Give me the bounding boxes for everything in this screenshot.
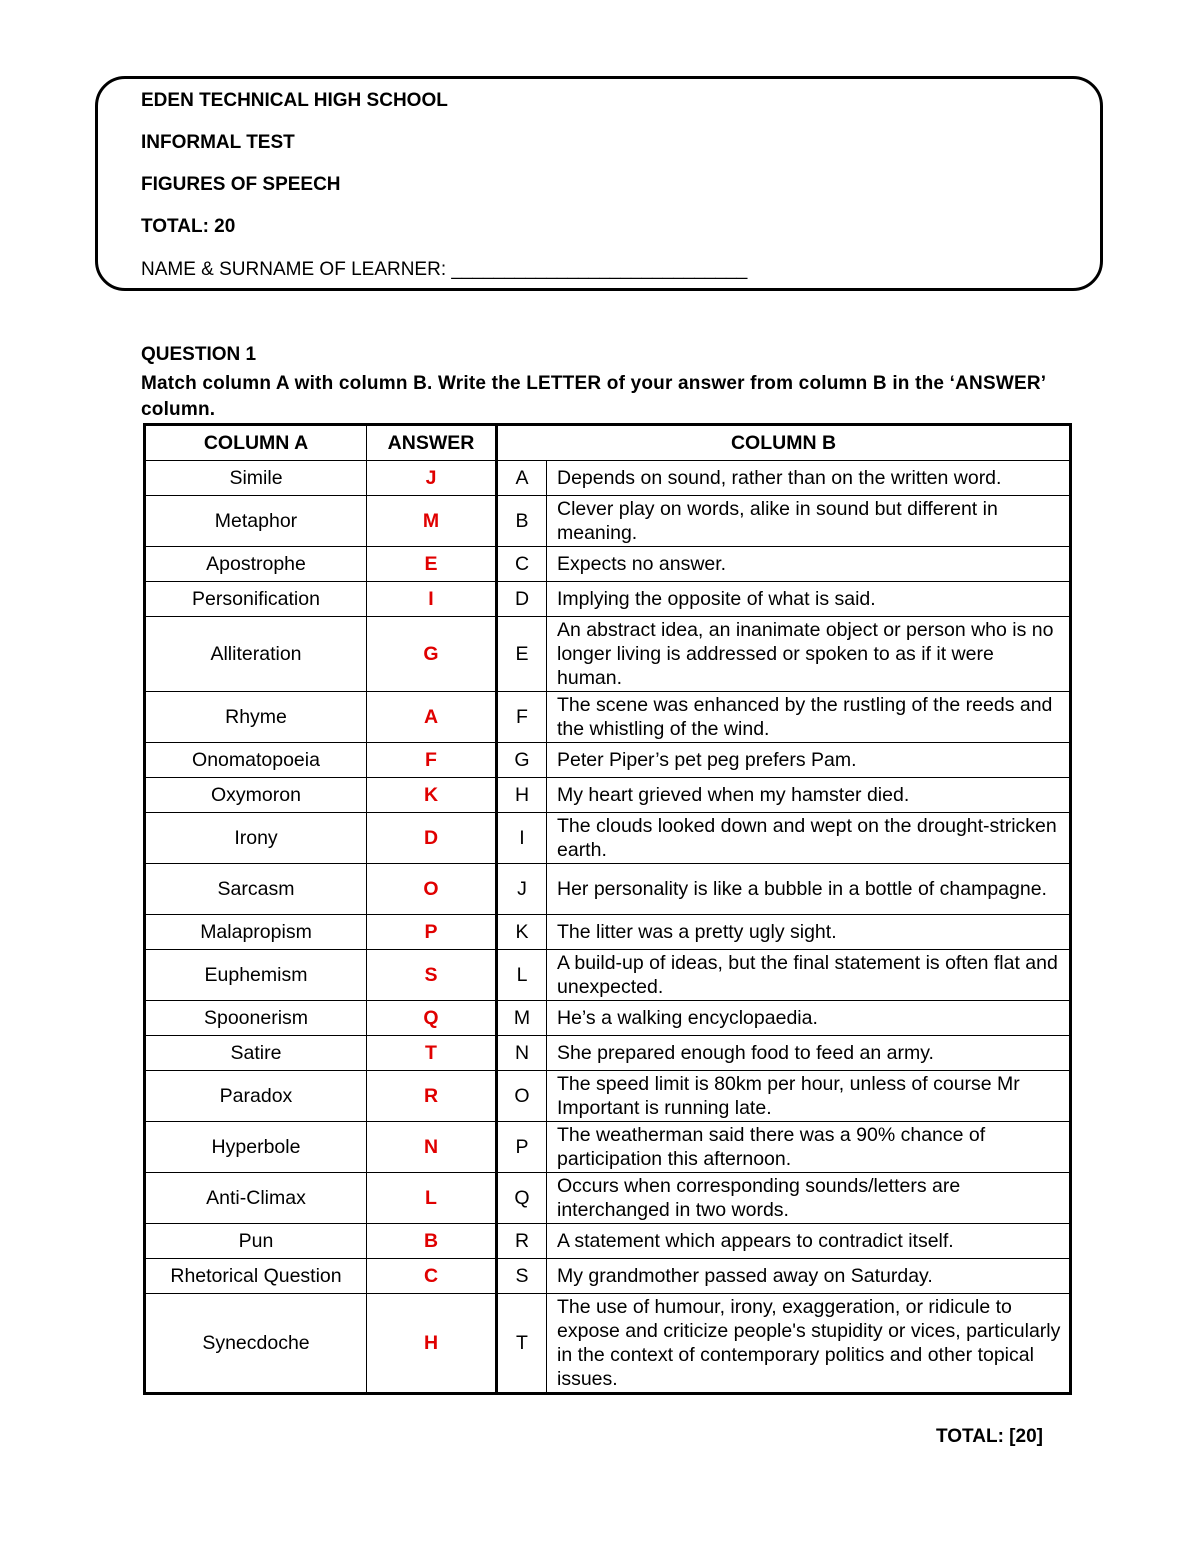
column-b-description: Peter Piper’s pet peg prefers Pam. <box>547 743 1071 778</box>
column-b-letter: F <box>497 692 547 743</box>
table-row <box>145 496 1071 547</box>
answer-cell[interactable]: Q <box>367 1001 497 1036</box>
footer-total: TOTAL: [20] <box>936 1426 1043 1447</box>
column-b-description: A build-up of ideas, but the final statement is often flat and unexpected. <box>547 950 1071 1001</box>
answer-cell[interactable]: L <box>367 1173 497 1224</box>
answer-cell[interactable]: O <box>367 864 497 915</box>
answer-cell[interactable]: N <box>367 1122 497 1173</box>
answer-cell[interactable]: K <box>367 778 497 813</box>
column-b-description: Her personality is like a bubble in a bottle of champagne. <box>547 864 1071 915</box>
column-b-description: The clouds looked down and wept on the drought-stricken earth. <box>547 813 1071 864</box>
column-b-description: My grandmother passed away on Saturday. <box>547 1259 1071 1294</box>
column-a-cell: Oxymoron <box>145 778 367 813</box>
column-b-letter: H <box>497 778 547 813</box>
answer-cell[interactable]: J <box>367 461 497 496</box>
column-b-description: Expects no answer. <box>547 547 1071 582</box>
column-b-letter: D <box>497 582 547 617</box>
column-a-cell: Rhyme <box>145 692 367 743</box>
column-b-description: Implying the opposite of what is said. <box>547 582 1071 617</box>
column-a-cell: Irony <box>145 813 367 864</box>
column-b-description: The scene was enhanced by the rustling of the reeds and the whistling of the wind. <box>547 692 1071 743</box>
table-row <box>145 813 1071 864</box>
test-type: INFORMAL TEST <box>141 132 295 153</box>
column-b-description: A statement which appears to contradict itself. <box>547 1224 1071 1259</box>
answer-cell[interactable]: P <box>367 915 497 950</box>
column-a-cell: Apostrophe <box>145 547 367 582</box>
matching-table <box>143 423 1072 1395</box>
column-b-description: The use of humour, irony, exaggeration, or ridicule to expose and criticize people's stupidity or vices, particularly in the context of contemporary politics and other topical issues. <box>547 1294 1071 1394</box>
column-a-cell: Sarcasm <box>145 864 367 915</box>
column-b-letter: E <box>497 617 547 692</box>
test-total: TOTAL: 20 <box>141 216 236 237</box>
column-b-letter: P <box>497 1122 547 1173</box>
column-a-cell: Metaphor <box>145 496 367 547</box>
answer-cell[interactable]: I <box>367 582 497 617</box>
column-b-letter: S <box>497 1259 547 1294</box>
column-a-cell: Alliteration <box>145 617 367 692</box>
table-row <box>145 1122 1071 1173</box>
answer-cell[interactable]: D <box>367 813 497 864</box>
answer-cell[interactable]: T <box>367 1036 497 1071</box>
column-b-letter: N <box>497 1036 547 1071</box>
column-b-letter: B <box>497 496 547 547</box>
table-row <box>145 1071 1071 1122</box>
table-row <box>145 1036 1071 1071</box>
table-row <box>145 743 1071 778</box>
table-row <box>145 547 1071 582</box>
question-instruction: Match column A with column B. Write the LETTER of your answer from column B in the ‘ANSWER’ column. <box>141 373 1046 420</box>
column-a-cell: Synecdoche <box>145 1294 367 1394</box>
column-b-description: The weatherman said there was a 90% chance of participation this afternoon. <box>547 1122 1071 1173</box>
column-a-header: COLUMN A <box>145 425 367 461</box>
column-b-letter: M <box>497 1001 547 1036</box>
column-b-letter: T <box>497 1294 547 1394</box>
answer-cell[interactable]: G <box>367 617 497 692</box>
answer-cell[interactable]: M <box>367 496 497 547</box>
answer-cell[interactable]: C <box>367 1259 497 1294</box>
table-row <box>145 1173 1071 1224</box>
table-row <box>145 692 1071 743</box>
question-title: QUESTION 1 <box>141 344 257 365</box>
column-b-letter: I <box>497 813 547 864</box>
column-b-description: He’s a walking encyclopaedia. <box>547 1001 1071 1036</box>
column-a-cell: Personification <box>145 582 367 617</box>
table-header-row <box>145 425 1071 461</box>
answer-cell[interactable]: A <box>367 692 497 743</box>
column-a-cell: Spoonerism <box>145 1001 367 1036</box>
column-b-description: She prepared enough food to feed an army. <box>547 1036 1071 1071</box>
table-row <box>145 1224 1071 1259</box>
column-a-cell: Rhetorical Question <box>145 1259 367 1294</box>
table-row <box>145 461 1071 496</box>
column-b-description: Occurs when corresponding sounds/letters are interchanged in two words. <box>547 1173 1071 1224</box>
column-b-description: Clever play on words, alike in sound but different in meaning. <box>547 496 1071 547</box>
table-row <box>145 1294 1071 1394</box>
column-b-description: An abstract idea, an inanimate object or person who is no longer living is addressed or spoken to as if it were human. <box>547 617 1071 692</box>
school-name: EDEN TECHNICAL HIGH SCHOOL <box>141 90 448 111</box>
column-b-letter: J <box>497 864 547 915</box>
column-a-cell: Paradox <box>145 1071 367 1122</box>
answer-cell[interactable]: H <box>367 1294 497 1394</box>
answer-cell[interactable]: S <box>367 950 497 1001</box>
column-b-header: COLUMN B <box>497 425 1071 461</box>
column-b-letter: K <box>497 915 547 950</box>
answer-cell[interactable]: E <box>367 547 497 582</box>
table-row <box>145 778 1071 813</box>
table-row <box>145 617 1071 692</box>
column-b-description: The litter was a pretty ugly sight. <box>547 915 1071 950</box>
column-a-cell: Malapropism <box>145 915 367 950</box>
column-b-description: Depends on sound, rather than on the written word. <box>547 461 1071 496</box>
table-row <box>145 1001 1071 1036</box>
column-b-letter: O <box>497 1071 547 1122</box>
answer-cell[interactable]: B <box>367 1224 497 1259</box>
column-b-description: The speed limit is 80km per hour, unless of course Mr Important is running late. <box>547 1071 1071 1122</box>
table-row <box>145 582 1071 617</box>
table-row <box>145 864 1071 915</box>
column-a-cell: Onomatopoeia <box>145 743 367 778</box>
test-topic: FIGURES OF SPEECH <box>141 174 341 195</box>
column-b-letter: A <box>497 461 547 496</box>
table-row <box>145 915 1071 950</box>
column-a-cell: Hyperbole <box>145 1122 367 1173</box>
table-row <box>145 1259 1071 1294</box>
answer-cell[interactable]: R <box>367 1071 497 1122</box>
column-b-letter: C <box>497 547 547 582</box>
column-a-cell: Euphemism <box>145 950 367 1001</box>
learner-name-field[interactable]: NAME & SURNAME OF LEARNER: ____________________________ <box>141 259 748 280</box>
table-row <box>145 950 1071 1001</box>
column-a-cell: Simile <box>145 461 367 496</box>
answer-header: ANSWER <box>367 425 497 461</box>
column-b-letter: R <box>497 1224 547 1259</box>
answer-cell[interactable]: F <box>367 743 497 778</box>
column-b-letter: G <box>497 743 547 778</box>
column-a-cell: Satire <box>145 1036 367 1071</box>
column-b-letter: Q <box>497 1173 547 1224</box>
column-a-cell: Anti-Climax <box>145 1173 367 1224</box>
column-b-letter: L <box>497 950 547 1001</box>
column-a-cell: Pun <box>145 1224 367 1259</box>
column-b-description: My heart grieved when my hamster died. <box>547 778 1071 813</box>
